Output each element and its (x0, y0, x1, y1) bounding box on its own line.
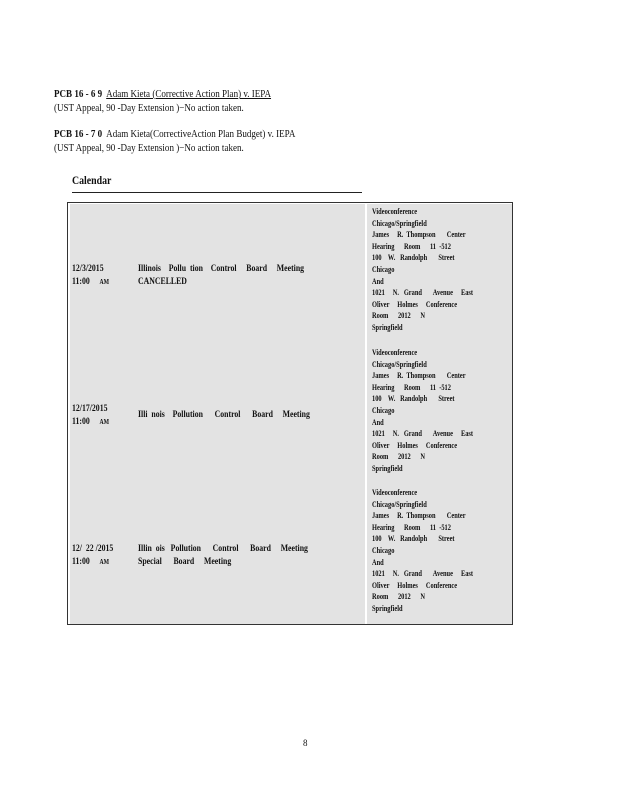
location-line: Chicago (372, 405, 395, 415)
location-line: Springfield (372, 603, 403, 613)
meeting-ampm: AM (99, 278, 110, 286)
location-line: Springfield (372, 322, 403, 332)
calendar-row (68, 344, 512, 484)
meeting-location (372, 206, 508, 334)
location-line: Room 2012 N (372, 592, 425, 602)
meeting-event (138, 543, 327, 569)
case-heading-line (54, 88, 329, 102)
case-number: PCB 16 - 6 9 (54, 89, 103, 100)
case-number: PCB 16 - 7 0 (54, 129, 103, 140)
location-line: James R. Thompson Center (372, 511, 466, 521)
calendar-row (68, 204, 512, 344)
location-line: 100 W. Randolph Street (372, 253, 455, 263)
meeting-event (138, 409, 327, 422)
location-line: Videoconference (372, 488, 418, 497)
location-line: And (372, 557, 384, 567)
calendar-row (68, 484, 512, 624)
meeting-ampm: AM (99, 558, 110, 566)
meeting-time: 11:00 (72, 557, 90, 567)
case-entry (54, 128, 329, 156)
location-line: 100 W. Randolph Street (372, 534, 455, 544)
location-line: James R. Thompson Center (372, 230, 466, 240)
location-line: And (372, 417, 384, 427)
location-line: Oliver Holmes Conference (372, 440, 458, 450)
location-line: 1021 N. Grand Avenue East (372, 569, 474, 579)
calendar-heading-rule (72, 192, 362, 193)
meeting-date: 12/3/2015 (72, 264, 104, 274)
meeting-location (372, 347, 508, 475)
location-line: Hearing Room 11 -512 (372, 382, 451, 392)
location-line: And (372, 276, 384, 286)
meeting-date: 12/ 22 /2015 (72, 544, 114, 554)
meeting-ampm: AM (99, 418, 110, 426)
case-title: Adam Kieta (Corrective Action Plan) v. IEPA (106, 89, 272, 100)
meeting-date-time (72, 403, 138, 429)
meeting-title: Illinois Pollu tion Control Board Meeting (138, 264, 305, 274)
page-number: 8 (303, 738, 308, 748)
location-line: Hearing Room 11 -512 (372, 241, 451, 251)
meeting-date-time (72, 263, 138, 289)
location-line: Chicago/Springfield (372, 218, 427, 228)
location-line: James R. Thompson Center (372, 371, 466, 381)
meeting-date-time (72, 543, 138, 569)
location-line: 1021 N. Grand Avenue East (372, 288, 474, 298)
meeting-time: 11:00 (72, 277, 90, 287)
case-heading-line (54, 128, 329, 142)
calendar-table (67, 202, 513, 625)
case-detail: (UST Appeal, 90 -Day Extension )−No action taken. (54, 143, 244, 154)
case-entry (54, 88, 329, 116)
location-line: Room 2012 N (372, 452, 425, 462)
location-line: Chicago (372, 264, 395, 274)
location-line: Videoconference (372, 207, 418, 216)
meeting-status: CANCELLED (138, 277, 187, 287)
meeting-status: Special Board Meeting (138, 557, 232, 567)
case-title: Adam Kieta(CorrectiveAction Plan Budget) v. IEPA (106, 129, 296, 140)
meeting-date: 12/17/2015 (72, 404, 108, 414)
meeting-event (138, 263, 327, 289)
location-line: Oliver Holmes Conference (372, 299, 458, 309)
meeting-time: 11:00 (72, 417, 90, 427)
location-line: Videoconference (372, 348, 418, 357)
location-line: Chicago/Springfield (372, 359, 427, 369)
location-line: Hearing Room 11 -512 (372, 522, 451, 532)
location-line: 1021 N. Grand Avenue East (372, 429, 474, 439)
location-line: Chicago/Springfield (372, 499, 427, 509)
meeting-title: Illi nois Pollution Control Board Meeting (138, 410, 310, 420)
location-line: Chicago (372, 545, 395, 555)
location-line: Room 2012 N (372, 311, 425, 321)
location-line: 100 W. Randolph Street (372, 394, 455, 404)
location-line: Oliver Holmes Conference (372, 580, 458, 590)
meeting-title: Illin ois Pollution Control Board Meeting (138, 544, 308, 554)
calendar-heading: Calendar (72, 173, 112, 187)
case-detail: (UST Appeal, 90 -Day Extension )−No action taken. (54, 103, 244, 114)
meeting-location (372, 487, 508, 615)
location-line: Springfield (372, 463, 403, 473)
